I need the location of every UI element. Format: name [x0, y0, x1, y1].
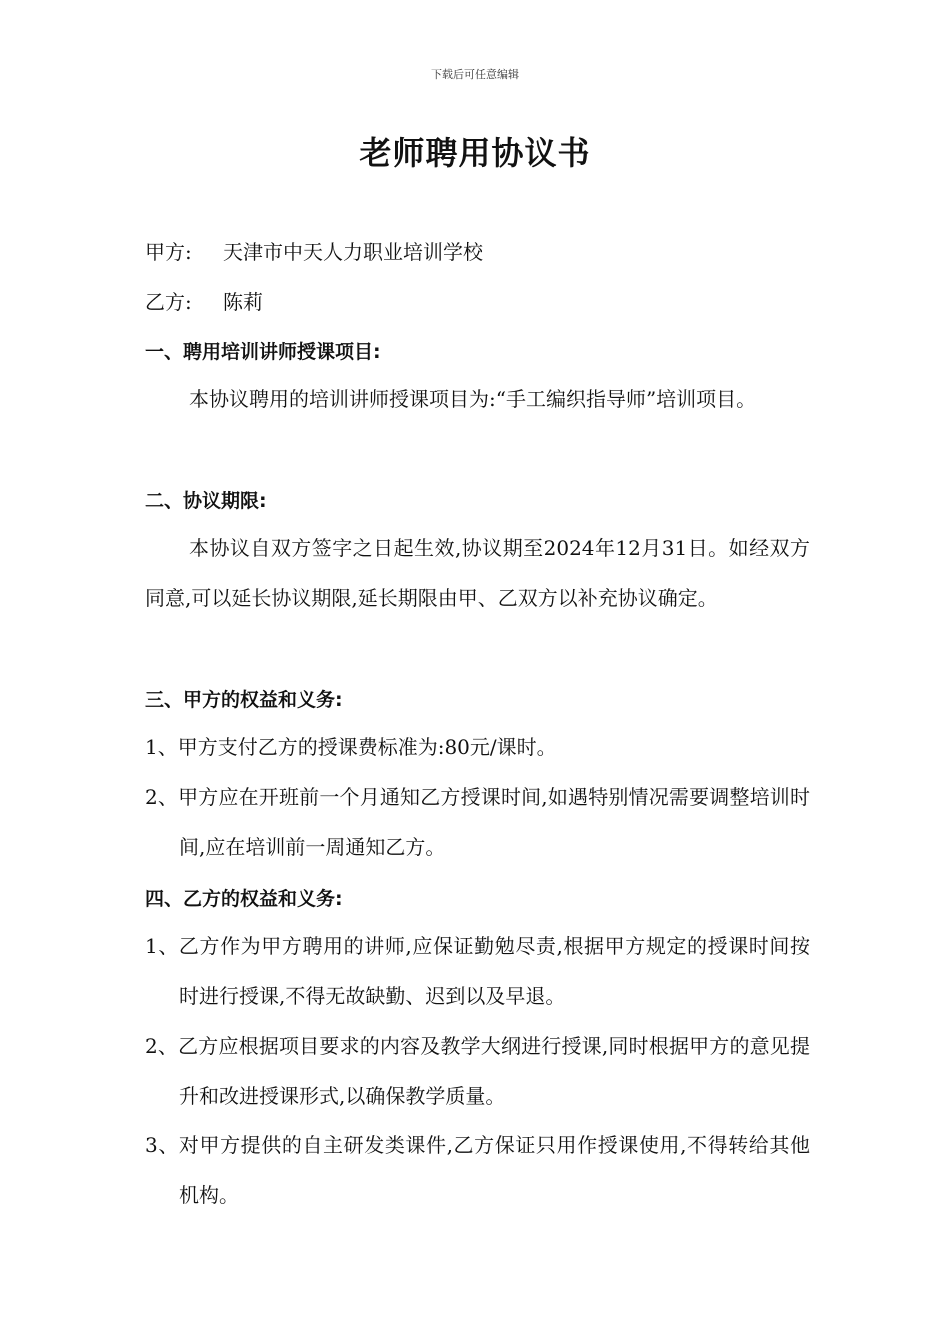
section-4-item-3: 3、对甲方提供的自主研发类课件,乙方保证只用作授课使用,不得转给其他机构。: [145, 1133, 810, 1207]
section-2-paragraph: 本协议自双方签字之日起生效,协议期至2024年12月31日。如经双方同意,可以延长协议期限,延长期限由甲、乙双方以补充协议确定。: [145, 536, 810, 610]
section-4-item-2: 2、乙方应根据项目要求的内容及教学大纲进行授课,同时根据甲方的意见提升和改进授课形式,以确保教学质量。: [145, 1034, 810, 1108]
party-b-value: 陈莉: [223, 290, 263, 314]
party-b-label: 乙方:: [145, 290, 192, 314]
party-a-label: 甲方:: [145, 240, 192, 264]
section-3-item-2: 2、甲方应在开班前一个月通知乙方授课时间,如遇特别情况需要调整培训时间,应在培训前一周通知乙方。: [145, 785, 810, 859]
document-title: 老师聘用协议书: [359, 134, 591, 172]
party-b-line: [145, 286, 810, 315]
party-a-value: 天津市中天人力职业培训学校: [223, 240, 483, 264]
section-4-item-1: 1、乙方作为甲方聘用的讲师,应保证勤勉尽责,根据甲方规定的授课时间按时进行授课,不得无故缺勤、迟到以及早退。: [145, 934, 810, 1008]
section-1-heading: 一、聘用培训讲师授课项目:: [145, 341, 381, 363]
section-3-heading: 三、甲方的权益和义务:: [145, 689, 343, 711]
header-note: 下载后可任意编辑: [431, 68, 519, 81]
section-2-heading: 二、协议期限:: [145, 490, 267, 512]
section-1-paragraph: 本协议聘用的培训讲师授课项目为:“手工编织指导师”培训项目。: [189, 387, 757, 411]
section-3-item-1: 1、甲方支付乙方的授课费标准为:80元/课时。: [145, 735, 557, 759]
party-a-line: [145, 236, 810, 265]
section-4-heading: 四、乙方的权益和义务:: [145, 888, 343, 910]
